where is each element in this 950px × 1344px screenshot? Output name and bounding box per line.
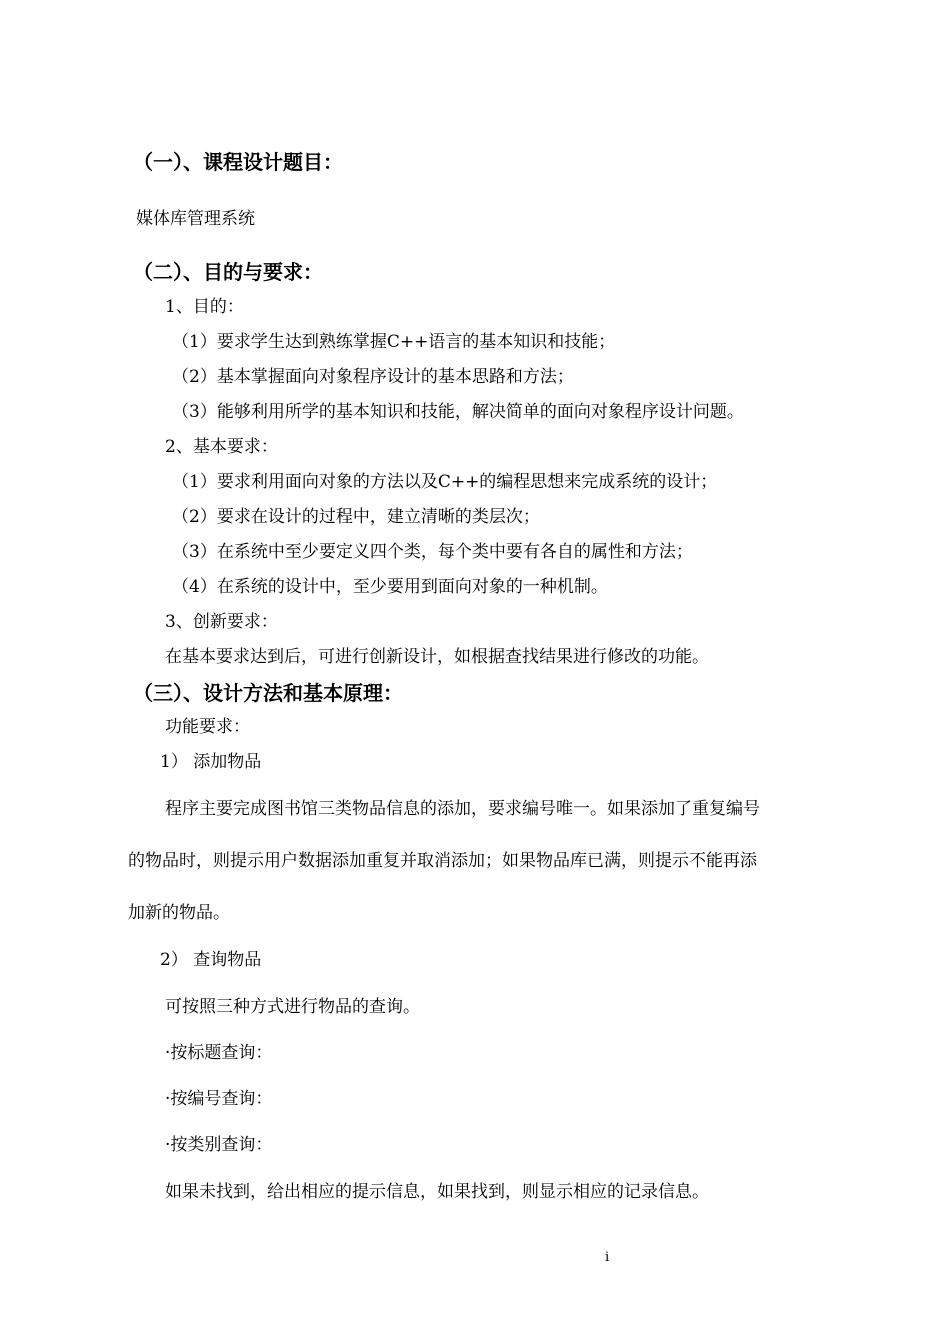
purpose-item-1: （1）要求学生达到熟练掌握C++语言的基本知识和技能；: [172, 332, 616, 352]
add-item-heading: 1） 添加物品: [160, 752, 262, 772]
purpose-label: 1、目的：: [165, 297, 244, 317]
innovation-label: 3、创新要求：: [165, 612, 278, 632]
add-item-para-line-1: 程序主要完成图书馆三类物品信息的添加，要求编号唯一。如果添加了重复编号: [165, 799, 760, 819]
query-intro: 可按照三种方式进行物品的查询。: [165, 997, 420, 1017]
add-item-para-line-2: 的物品时，则提示用户数据添加重复并取消添加；如果物品库已满，则提示不能再添: [128, 851, 757, 871]
basic-req-label: 2、基本要求：: [165, 437, 278, 457]
function-label: 功能要求：: [165, 717, 250, 737]
query-by-category: ·按类别查询：: [165, 1135, 273, 1155]
query-item-heading: 2） 查询物品: [160, 950, 262, 970]
query-result-text: 如果未找到，给出相应的提示信息，如果找到，则显示相应的记录信息。: [165, 1182, 709, 1202]
query-by-title: ·按标题查询：: [165, 1043, 273, 1063]
purpose-item-3: （3）能够利用所学的基本知识和技能，解决简单的面向对象程序设计问题。: [172, 402, 744, 422]
course-title: 媒体库管理系统: [136, 209, 255, 229]
page-number: i: [605, 1250, 610, 1265]
add-item-para-line-3: 加新的物品。: [128, 903, 230, 923]
basic-req-item-1: （1）要求利用面向对象的方法以及C++的编程思想来完成系统的设计；: [172, 472, 718, 492]
query-by-id: ·按编号查询：: [165, 1089, 273, 1109]
section-2-heading: （二）、目的与要求：: [133, 260, 323, 284]
purpose-item-2: （2）基本掌握面向对象程序设计的基本思路和方法；: [172, 367, 574, 387]
section-3-heading: （三）、设计方法和基本原理：: [133, 681, 403, 705]
section-1-heading: （一）、课程设计题目：: [133, 150, 343, 174]
basic-req-item-3: （3）在系统中至少要定义四个类，每个类中要有各自的属性和方法；: [172, 542, 693, 562]
basic-req-item-2: （2）要求在设计的过程中，建立清晰的类层次；: [172, 507, 540, 527]
innovation-text: 在基本要求达到后，可进行创新设计，如根据查找结果进行修改的功能。: [165, 647, 709, 667]
basic-req-item-4: （4）在系统的设计中，至少要用到面向对象的一种机制。: [172, 577, 608, 597]
